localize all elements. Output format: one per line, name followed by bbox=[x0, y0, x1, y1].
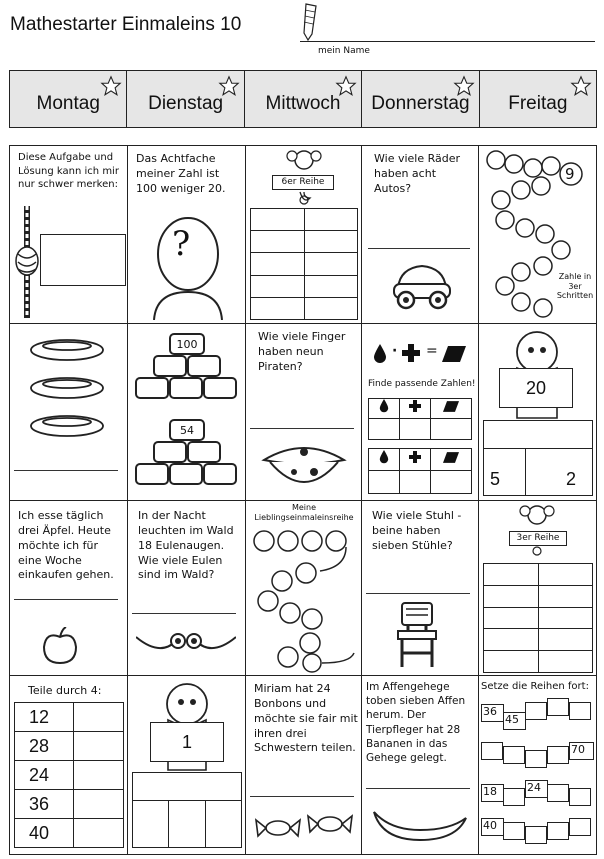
task-hint: Finde passende Zahlen! bbox=[368, 379, 476, 389]
table-cell[interactable] bbox=[538, 651, 593, 673]
day-label: Dienstag bbox=[148, 93, 224, 114]
table-cell[interactable] bbox=[484, 585, 539, 607]
day-label: Freitag bbox=[508, 93, 568, 114]
name-label: mein Name bbox=[318, 46, 370, 56]
table-cell[interactable] bbox=[251, 231, 305, 253]
table-cell[interactable] bbox=[251, 275, 305, 297]
decomposition-table bbox=[483, 420, 593, 496]
day-thursday bbox=[362, 71, 479, 127]
table-cell: 36 bbox=[15, 790, 74, 819]
table-cell[interactable] bbox=[251, 253, 305, 275]
number-snake bbox=[250, 523, 360, 673]
table-cell[interactable] bbox=[484, 607, 539, 629]
task-grid bbox=[9, 145, 597, 855]
task-r1-wednesday bbox=[246, 146, 362, 324]
banana-icon bbox=[370, 804, 470, 844]
star-icon[interactable] bbox=[453, 75, 475, 97]
task-r1-friday bbox=[479, 146, 596, 324]
task-r4-wednesday bbox=[246, 676, 362, 854]
sequence-box: 24 bbox=[525, 780, 548, 798]
task-r3-wednesday bbox=[246, 501, 362, 676]
table-cell[interactable] bbox=[169, 801, 205, 848]
task-title: Teile durch 4: bbox=[28, 684, 102, 697]
sequence-box[interactable] bbox=[547, 746, 569, 764]
table-cell[interactable] bbox=[431, 418, 472, 440]
task-text: Das Achtfache meiner Zahl ist 100 weniger 20. bbox=[136, 152, 226, 195]
weekday-header bbox=[9, 70, 597, 128]
table-cell: 24 bbox=[15, 761, 74, 790]
answer-line[interactable] bbox=[366, 593, 470, 594]
symbol-table bbox=[368, 398, 472, 440]
task-text: Im Affengehege toben sieben Affen herum. Der Tierpfleger hat 28 Bananen in das Gehege gelegt. bbox=[366, 681, 466, 764]
day-monday bbox=[10, 71, 127, 127]
task-text: Wie viele Stuhl - beine haben sieben Stühle? bbox=[372, 509, 462, 552]
star-icon[interactable] bbox=[100, 75, 122, 97]
sequence-box[interactable] bbox=[525, 702, 547, 720]
worksheet-title: Mathestarter Einmaleins 10 bbox=[10, 14, 242, 35]
table-cell bbox=[431, 399, 472, 419]
day-label: Mittwoch bbox=[265, 93, 341, 114]
task-text: Setze die Reihen fort: bbox=[481, 681, 589, 692]
equals-sign: = bbox=[426, 343, 438, 359]
sequence-box[interactable] bbox=[547, 698, 569, 716]
table-cell: 5 bbox=[484, 449, 526, 496]
number-board: 1 bbox=[150, 722, 224, 762]
table-cell[interactable] bbox=[133, 801, 169, 848]
sequence-box[interactable] bbox=[503, 788, 525, 806]
drop-icon bbox=[378, 450, 390, 464]
sequence-box[interactable] bbox=[569, 788, 591, 806]
cross-icon bbox=[409, 451, 421, 463]
task-r4-tuesday bbox=[128, 676, 246, 854]
table-cell[interactable] bbox=[484, 564, 539, 586]
table-cell: 40 bbox=[15, 819, 74, 848]
parallelogram-icon bbox=[443, 452, 459, 463]
name-line[interactable] bbox=[300, 41, 595, 42]
pyramid-top-value: 54 bbox=[180, 424, 194, 437]
task-r3-thursday bbox=[362, 501, 479, 676]
sequence-box[interactable] bbox=[525, 750, 547, 768]
table-cell bbox=[400, 449, 431, 471]
task-r1-monday bbox=[10, 146, 128, 324]
task-r2-thursday bbox=[362, 324, 479, 501]
candy-icon bbox=[254, 810, 354, 840]
pyramid-top-value: 100 bbox=[176, 338, 198, 351]
table-cell: 28 bbox=[15, 732, 74, 761]
owl-eyes-icon bbox=[136, 627, 236, 657]
table-cell[interactable] bbox=[484, 629, 539, 651]
apple-icon bbox=[40, 627, 80, 667]
table-cell[interactable] bbox=[369, 471, 400, 494]
table-cell: 12 bbox=[15, 703, 74, 732]
answer-box[interactable] bbox=[40, 234, 126, 286]
table-cell[interactable] bbox=[304, 253, 358, 275]
table-cell[interactable] bbox=[74, 790, 124, 819]
table-cell[interactable] bbox=[400, 471, 431, 494]
multiplication-table bbox=[483, 563, 593, 673]
table-cell[interactable] bbox=[400, 418, 431, 440]
sequence-box: 45 bbox=[503, 712, 526, 730]
task-text: Wie viele Finger haben neun Piraten? bbox=[258, 330, 346, 373]
task-r3-tuesday bbox=[128, 501, 246, 676]
pencil-icon bbox=[298, 2, 324, 42]
table-cell[interactable] bbox=[133, 773, 242, 801]
task-text: Wie viele Räder haben acht Autos? bbox=[374, 152, 461, 195]
multiplication-table bbox=[250, 208, 358, 320]
star-icon[interactable] bbox=[218, 75, 240, 97]
sequence-box[interactable] bbox=[481, 742, 503, 760]
sequence-box[interactable] bbox=[503, 746, 525, 764]
day-wednesday bbox=[245, 71, 362, 127]
pirate-icon bbox=[260, 438, 348, 494]
symbol-table bbox=[368, 448, 472, 494]
question-mark: ? bbox=[172, 224, 191, 264]
task-r2-tuesday bbox=[128, 324, 246, 501]
sequence-box[interactable] bbox=[547, 784, 569, 802]
dot-operator: · bbox=[392, 343, 398, 359]
nests-with-eggs-icon bbox=[24, 332, 110, 462]
day-tuesday bbox=[127, 71, 244, 127]
decomposition-table bbox=[132, 772, 242, 848]
day-label: Donnerstag bbox=[371, 93, 470, 114]
table-cell: 2 bbox=[526, 449, 593, 496]
task-r4-friday bbox=[479, 676, 596, 854]
table-cell bbox=[369, 449, 400, 471]
number-board: 20 bbox=[499, 368, 573, 408]
sequence-box: 18 bbox=[481, 784, 504, 802]
sequence-box: 40 bbox=[481, 818, 504, 836]
table-cell bbox=[431, 449, 472, 471]
answer-line[interactable] bbox=[366, 788, 470, 789]
task-r1-tuesday bbox=[128, 146, 246, 324]
sequence-box[interactable] bbox=[503, 822, 525, 840]
answer-line[interactable] bbox=[14, 470, 118, 471]
task-text: Diese Aufgabe und Lösung kann ich mir nur schwer merken: bbox=[18, 152, 119, 190]
answer-line[interactable] bbox=[250, 796, 354, 797]
answer-line[interactable] bbox=[14, 599, 118, 600]
sequence-box[interactable] bbox=[547, 822, 569, 840]
day-friday bbox=[480, 71, 596, 127]
table-cell[interactable] bbox=[538, 629, 593, 651]
table-cell[interactable] bbox=[369, 418, 400, 440]
table-cell[interactable] bbox=[74, 703, 124, 732]
task-r4-thursday bbox=[362, 676, 479, 854]
table-cell[interactable] bbox=[74, 819, 124, 848]
task-r1-thursday bbox=[362, 146, 479, 324]
task-text: In der Nacht leuchten im Wald 18 Eulenaugen. Wie viele Eulen sind im Wald? bbox=[138, 509, 234, 582]
table-cell[interactable] bbox=[431, 471, 472, 494]
star-icon[interactable] bbox=[335, 75, 357, 97]
cross-icon bbox=[409, 400, 421, 412]
answer-line[interactable] bbox=[368, 248, 470, 249]
sequence-box[interactable] bbox=[569, 818, 591, 836]
table-cell[interactable] bbox=[205, 801, 241, 848]
table-cell[interactable] bbox=[304, 209, 358, 231]
sequence-box[interactable] bbox=[569, 702, 591, 720]
table-cell bbox=[400, 399, 431, 419]
table-cell[interactable] bbox=[74, 761, 124, 790]
task-r4-monday bbox=[10, 676, 128, 854]
row-banner: 6er Reihe bbox=[272, 175, 334, 190]
sequence-box: 36 bbox=[481, 704, 504, 722]
start-number: 9 bbox=[565, 165, 575, 183]
answer-line[interactable] bbox=[132, 613, 236, 614]
table-cell[interactable] bbox=[74, 732, 124, 761]
table-cell[interactable] bbox=[538, 564, 593, 586]
task-r2-monday bbox=[10, 324, 128, 501]
number-wall-pyramid bbox=[132, 330, 242, 496]
row-banner: 3er Reihe bbox=[509, 531, 567, 546]
chair-icon bbox=[392, 601, 442, 669]
table-cell[interactable] bbox=[304, 297, 358, 319]
table-cell[interactable] bbox=[251, 297, 305, 319]
drop-icon bbox=[378, 399, 390, 413]
sequence-box: 70 bbox=[569, 742, 594, 760]
task-title: Meine Lieblingseinmaleinsreihe bbox=[254, 503, 354, 522]
table-cell[interactable] bbox=[538, 585, 593, 607]
task-r3-friday bbox=[479, 501, 596, 676]
drop-icon bbox=[372, 344, 388, 364]
table-cell[interactable] bbox=[484, 421, 593, 449]
table-cell[interactable] bbox=[304, 275, 358, 297]
task-note: Zahle in 3er Schritten bbox=[556, 272, 594, 301]
task-r3-monday bbox=[10, 501, 128, 676]
task-r2-wednesday bbox=[246, 324, 362, 501]
table-cell[interactable] bbox=[484, 651, 539, 673]
cross-icon bbox=[402, 344, 420, 362]
rope-knot-icon bbox=[14, 206, 40, 318]
answer-line[interactable] bbox=[250, 428, 354, 429]
table-cell[interactable] bbox=[538, 607, 593, 629]
table-cell[interactable] bbox=[251, 209, 305, 231]
task-text: Ich esse täglich drei Äpfel. Heute möchte ich für eine Woche einkaufen gehen. bbox=[18, 509, 114, 582]
parallelogram-icon bbox=[442, 346, 466, 362]
car-icon bbox=[390, 258, 454, 310]
division-table bbox=[14, 702, 124, 848]
task-r2-friday bbox=[479, 324, 596, 501]
parallelogram-icon bbox=[443, 401, 459, 412]
sequence-box[interactable] bbox=[525, 826, 547, 844]
table-cell[interactable] bbox=[304, 231, 358, 253]
day-label: Montag bbox=[36, 93, 100, 114]
table-cell bbox=[369, 399, 400, 419]
task-text: Miriam hat 24 Bonbons und möchte sie fair mit ihren drei Schwestern teilen. bbox=[254, 682, 358, 755]
star-icon[interactable] bbox=[570, 75, 592, 97]
